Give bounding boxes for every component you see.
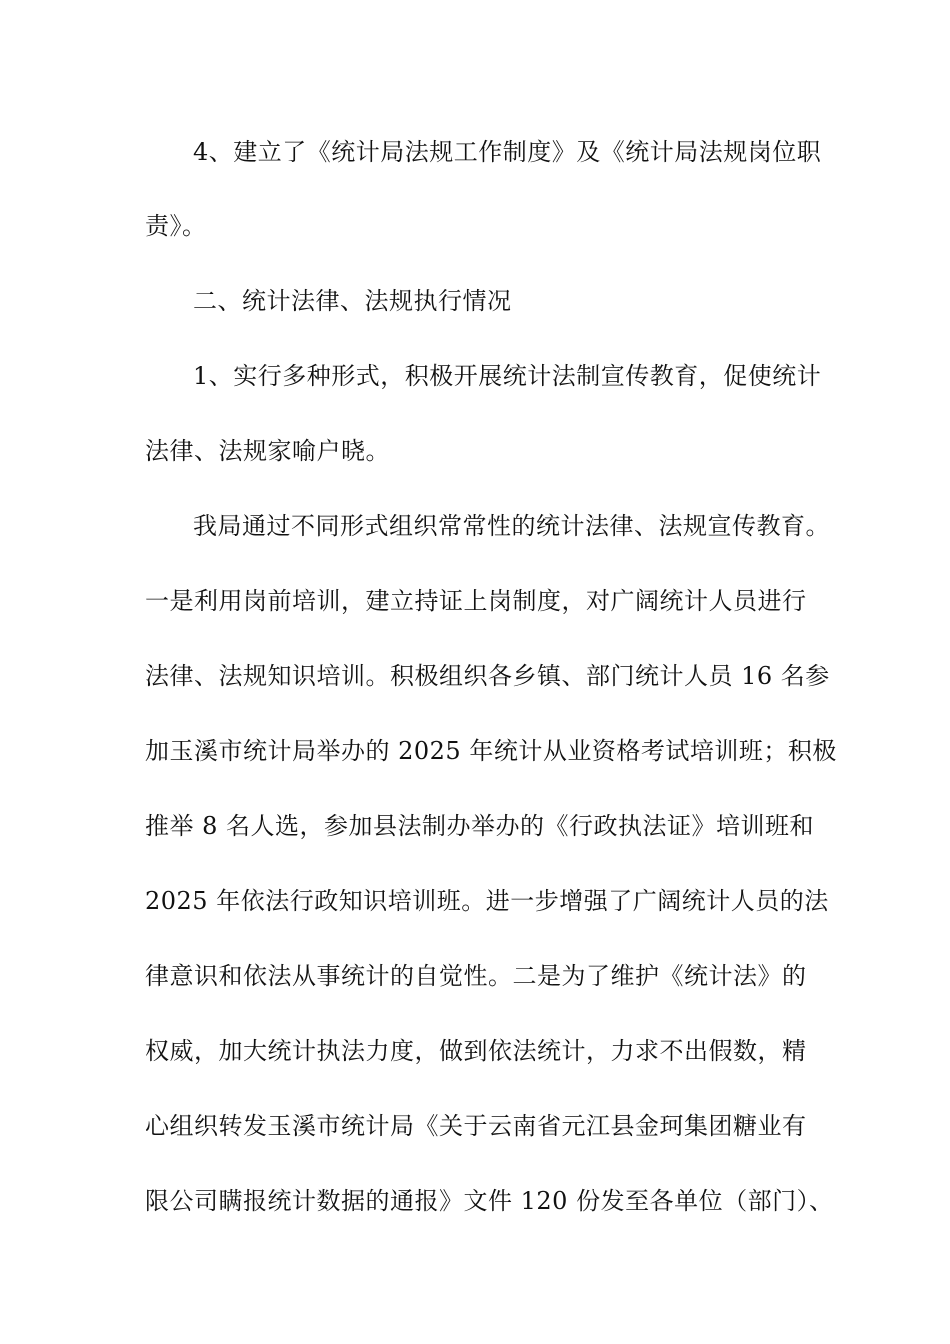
paragraph-line: 一是利用岗前培训，建立持证上岗制度，对广阔统计人员进行 bbox=[145, 587, 807, 615]
paragraph-line: 2025 年依法行政知识培训班。进一步增强了广阔统计人员的法 bbox=[145, 887, 829, 915]
paragraph-line-item4: 4、建立了《统计局法规工作制度》及《统计局法规岗位职 bbox=[193, 138, 822, 166]
subheading-line: 1、实行多种形式，积极开展统计法制宣传教育，促使统计 bbox=[193, 362, 822, 390]
section-heading: 二、统计法律、法规执行情况 bbox=[193, 287, 512, 315]
paragraph-line: 限公司瞒报统计数据的通报》文件 120 份发至各单位（部门）、 bbox=[145, 1187, 834, 1215]
paragraph-line: 我局通过不同形式组织常常性的统计法律、法规宣传教育。 bbox=[193, 512, 830, 540]
paragraph-line: 律意识和依法从事统计的自觉性。二是为了维护《统计法》的 bbox=[145, 962, 807, 990]
paragraph-line: 权威，加大统计执法力度，做到依法统计，力求不出假数，精 bbox=[145, 1037, 807, 1065]
paragraph-line: 心组织转发玉溪市统计局《关于云南省元江县金珂集团糖业有 bbox=[145, 1112, 807, 1140]
paragraph-line: 法律、法规知识培训。积极组织各乡镇、部门统计人员 16 名参 bbox=[145, 662, 830, 690]
paragraph-line-item4-cont: 责》。 bbox=[145, 212, 207, 240]
paragraph-line: 加玉溪市统计局举办的 2025 年统计从业资格考试培训班；积极 bbox=[145, 737, 837, 765]
paragraph-line: 推举 8 名人选，参加县法制办举办的《行政执法证》培训班和 bbox=[145, 812, 815, 840]
subheading-line-cont: 法律、法规家喻户晓。 bbox=[145, 437, 390, 465]
